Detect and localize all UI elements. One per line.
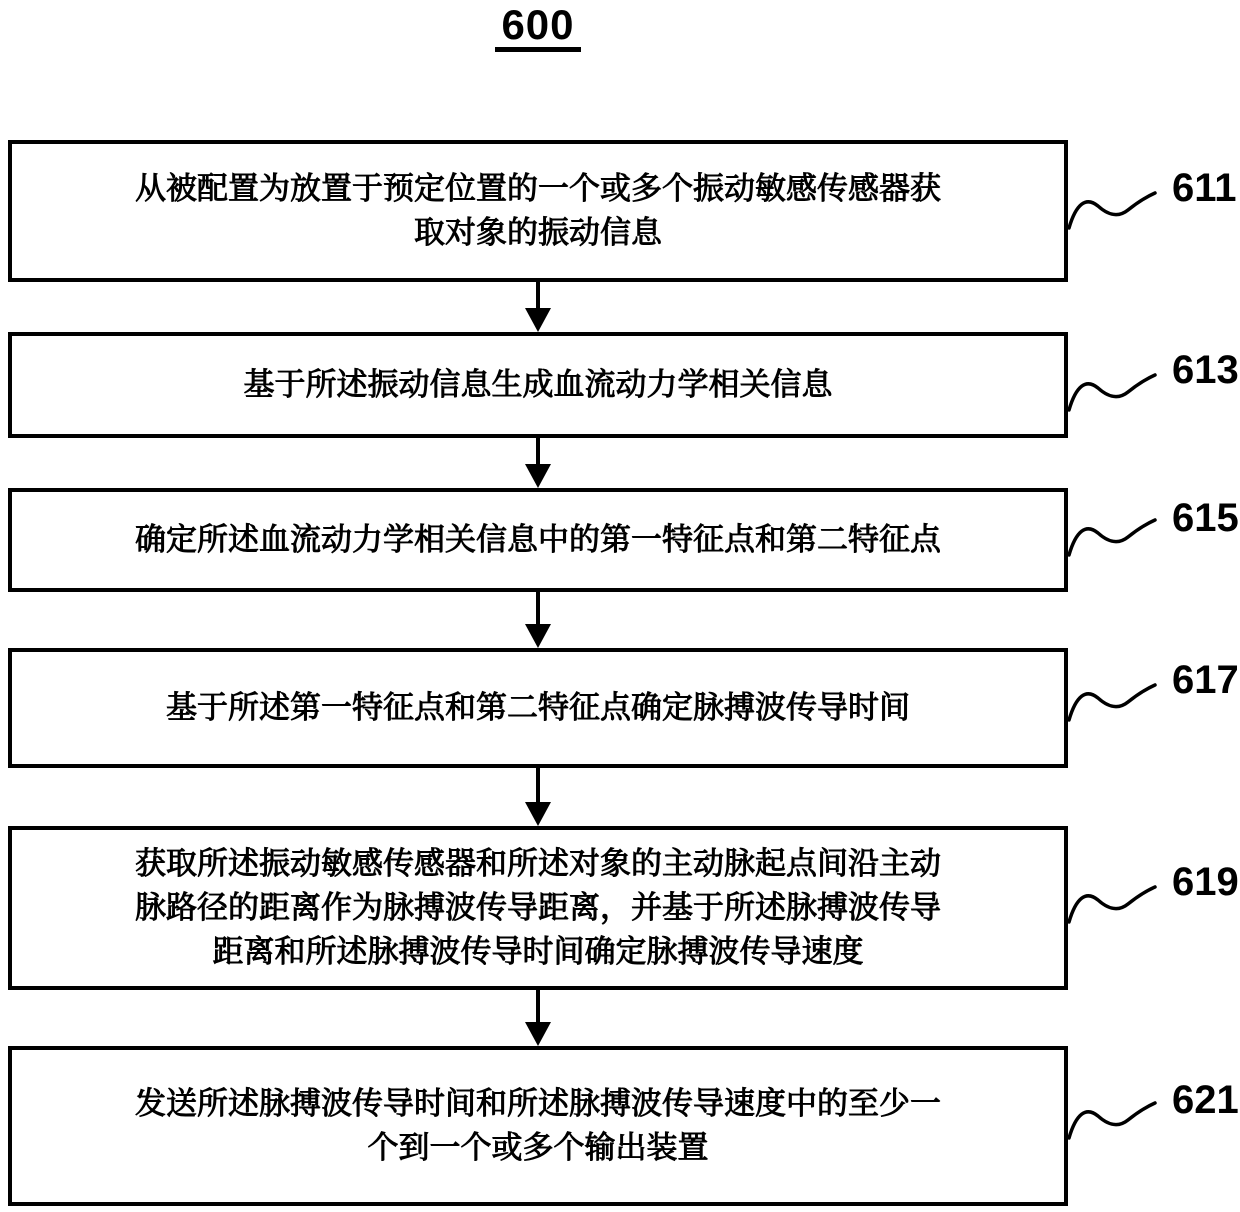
ref-connector-squiggle	[1066, 505, 1158, 561]
ref-number-615: 615	[1172, 496, 1239, 540]
step-text-617: 基于所述第一特征点和第二特征点确定脉搏波传导时间	[166, 690, 910, 725]
ref-connector-squiggle	[1066, 872, 1158, 928]
step-text-613: 基于所述振动信息生成血流动力学相关信息	[243, 367, 833, 402]
process-box-613	[8, 332, 1068, 438]
ref-number-617: 617	[1172, 658, 1239, 702]
ref-connector-squiggle	[1066, 670, 1158, 726]
figure-number: 600	[495, 4, 580, 52]
step-text-621: 发送所述脉搏波传导时间和所述脉搏波传导速度中的至少一 个到一个或多个输出装置	[135, 1086, 941, 1165]
step-text-615: 确定所述血流动力学相关信息中的第一特征点和第二特征点	[135, 522, 941, 557]
ref-number-613: 613	[1172, 348, 1239, 392]
step-text-611: 从被配置为放置于预定位置的一个或多个振动敏感传感器获 取对象的振动信息	[135, 171, 941, 250]
ref-connector-squiggle	[1066, 178, 1158, 234]
process-box-621	[8, 1046, 1068, 1206]
ref-number-619: 619	[1172, 860, 1239, 904]
ref-connector-squiggle	[1066, 360, 1158, 416]
down-arrow-icon	[525, 990, 551, 1046]
ref-connector-squiggle	[1066, 1088, 1158, 1144]
process-box-611	[8, 140, 1068, 282]
down-arrow-icon	[525, 768, 551, 826]
process-box-619	[8, 826, 1068, 990]
down-arrow-icon	[525, 282, 551, 332]
ref-number-611: 611	[1172, 166, 1237, 210]
process-box-617	[8, 648, 1068, 768]
down-arrow-icon	[525, 592, 551, 648]
ref-number-621: 621	[1172, 1078, 1239, 1122]
figure-title-container	[0, 1, 1076, 52]
step-text-619: 获取所述振动敏感传感器和所述对象的主动脉起点间沿主动 脉路径的距离作为脉搏波传导距离，并基于所述脉搏波传导 距离和所述脉搏波传导时间确定脉搏波传导速度	[135, 846, 941, 969]
down-arrow-icon	[525, 438, 551, 488]
process-box-615	[8, 488, 1068, 592]
